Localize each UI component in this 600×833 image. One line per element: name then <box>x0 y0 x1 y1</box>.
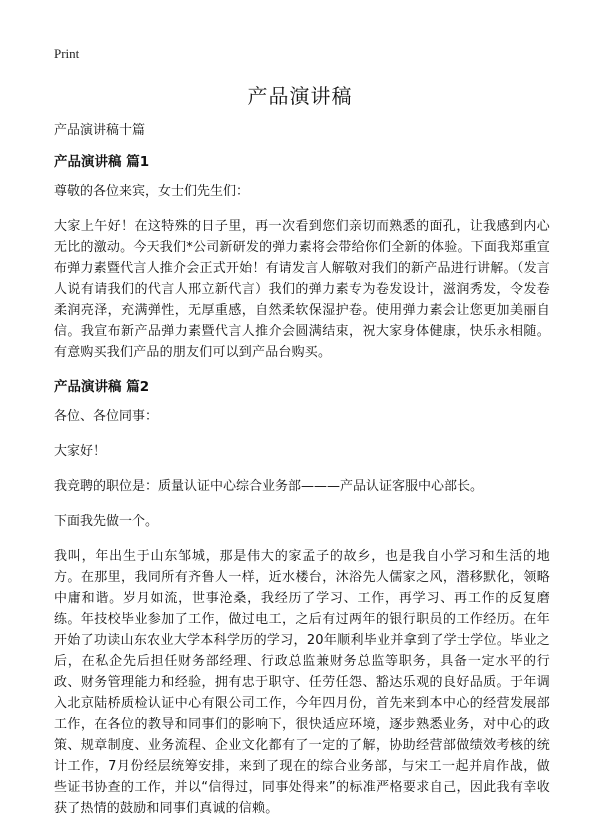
document-title: 产品演讲稿 <box>247 84 353 108</box>
document-body <box>54 120 550 833</box>
section-2-salutation: 大家好！ <box>54 444 107 459</box>
print-label: Print <box>54 46 80 61</box>
section-2-position: 我竞聘的职位是：质量认证中心综合业务部———产品认证客服中心部长。 <box>54 479 484 494</box>
section-heading-1: 产品演讲稿 篇1 <box>54 154 150 170</box>
section-2-greeting: 各位、各位同事： <box>54 409 159 424</box>
section-heading-2: 产品演讲稿 篇2 <box>54 379 150 395</box>
section-2-body: 我叫，年出生于山东邹城，那是伟大的家孟子的故乡，也是我自小学习和生活的地方。在那里，我同所有齐鲁人一样，近水楼台，沐浴先人儒家之风，潜移默化，领略中庸和谐。岁月如流，世事沧桑，我经历了学习、工作，再学习、再工作的反复磨练。年技校毕业参加了工作，做过电工，之后有过两年的银行职员的工作经历。在年开始了功读山东农业大学本科学历的学习，20年顺利毕业并拿到了学士学位。毕业之后，在私企先后担任财务部经理、行政总监兼财务总监等职务，具备一定水平的行政、财务管理能力和经验，拥有忠于职守、任劳任怨、豁达乐观的良好品质。于年调入北京陆桥质检认证中心有限公司工作，今年四月份，首先来到本中心的经营发展部工作，在各位的教导和同事们的影响下，很快适应环境，逐步熟悉业务，对中心的政策、规章制度、业务流程、企业文化都有了一定的了解，协助经营部做绩效考核的统计工作，7月份经层统筹安排，来到了现在的综合业务部，与宋工一起并肩作战，做些证书协查的工作，并以“信得过，同事处得来”的标准严格要求自己，因此我有幸收获了热情的鼓励和同事们真诚的信赖。 <box>54 549 550 816</box>
section-1-body: 大家上午好！在这特殊的日子里，再一次看到您们亲切而熟悉的面孔，让我感到内心无比的激动。今天我们*公司新研发的弹力素将会带给你们全新的体验。下面我郑重宣布弹力素暨代言人推介会正式开始！有请发言人解敬对我们的新产品进行讲解。（发言人说有请我们的代言人邢立新代言）我们的弹力素专为卷发设计，滋润秀发，令发卷柔润亮泽，充满弹性，无厚重感，自然柔软保湿护卷。使用弹力素会让您更加美丽自信。我宣布新产品弹力素暨代言人推介会圆满结束，祝大家身体健康，快乐永相随。有意购买我们产品的朋友们可以到产品台购买。 <box>54 219 550 360</box>
section-2-intro: 下面我先做一个。 <box>54 514 159 529</box>
document-subtitle: 产品演讲稿十篇 <box>54 123 146 138</box>
section-1-greeting: 尊敬的各位来宾，女士们先生们： <box>54 184 250 199</box>
